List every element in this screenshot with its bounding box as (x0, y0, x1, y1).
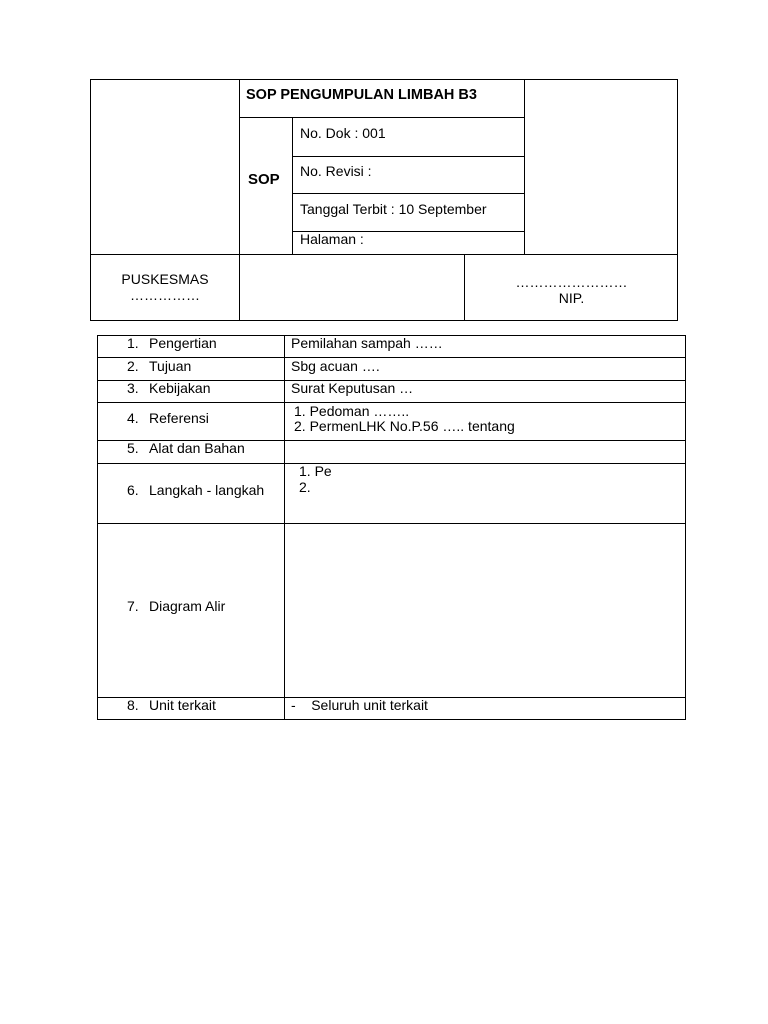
row-label: Pengertian (149, 335, 217, 351)
row-content-line: 1. Pe (299, 463, 332, 479)
row-label: Diagram Alir (149, 598, 226, 614)
row-number: 4. (127, 410, 139, 426)
row-label: Kebijakan (149, 380, 211, 396)
tanggal-terbit: Tanggal Terbit : 10 September (300, 201, 487, 217)
puskesmas-dots: …………… (130, 287, 200, 303)
no-revisi: No. Revisi : (300, 163, 372, 179)
row-content: - Seluruh unit terkait (291, 697, 428, 713)
halaman: Halaman : (300, 231, 364, 247)
row-content-line: 1. Pedoman …….. (294, 403, 410, 419)
row-label: Referensi (149, 410, 209, 426)
row-label: Langkah - langkah (149, 482, 265, 498)
sop-label: SOP (248, 171, 280, 188)
row-number: 3. (127, 380, 139, 396)
row-number: 8. (127, 697, 139, 713)
row-number: 2. (127, 358, 139, 374)
row-content-line: 2. PermenLHK No.P.56 ….. tentang (294, 418, 515, 434)
row-content: Surat Keputusan … (291, 380, 414, 396)
row-content: Sbg acuan …. (291, 358, 380, 374)
row-label: Tujuan (149, 358, 192, 374)
row-content-line: 2. (299, 479, 311, 495)
row-number: 6. (127, 482, 139, 498)
row-number: 7. (127, 598, 139, 614)
sop-title: SOP PENGUMPULAN LIMBAH B3 (246, 87, 477, 103)
signer-dots: …………………… (515, 274, 628, 290)
no-dok: No. Dok : 001 (300, 125, 386, 141)
row-number: 1. (127, 335, 139, 351)
nip-label: NIP. (558, 290, 585, 306)
row-content: Pemilahan sampah …… (291, 335, 443, 351)
row-label: Unit terkait (149, 697, 216, 713)
row-label: Alat dan Bahan (149, 440, 245, 456)
row-number: 5. (127, 440, 139, 456)
puskesmas-label: PUSKESMAS (121, 271, 209, 287)
